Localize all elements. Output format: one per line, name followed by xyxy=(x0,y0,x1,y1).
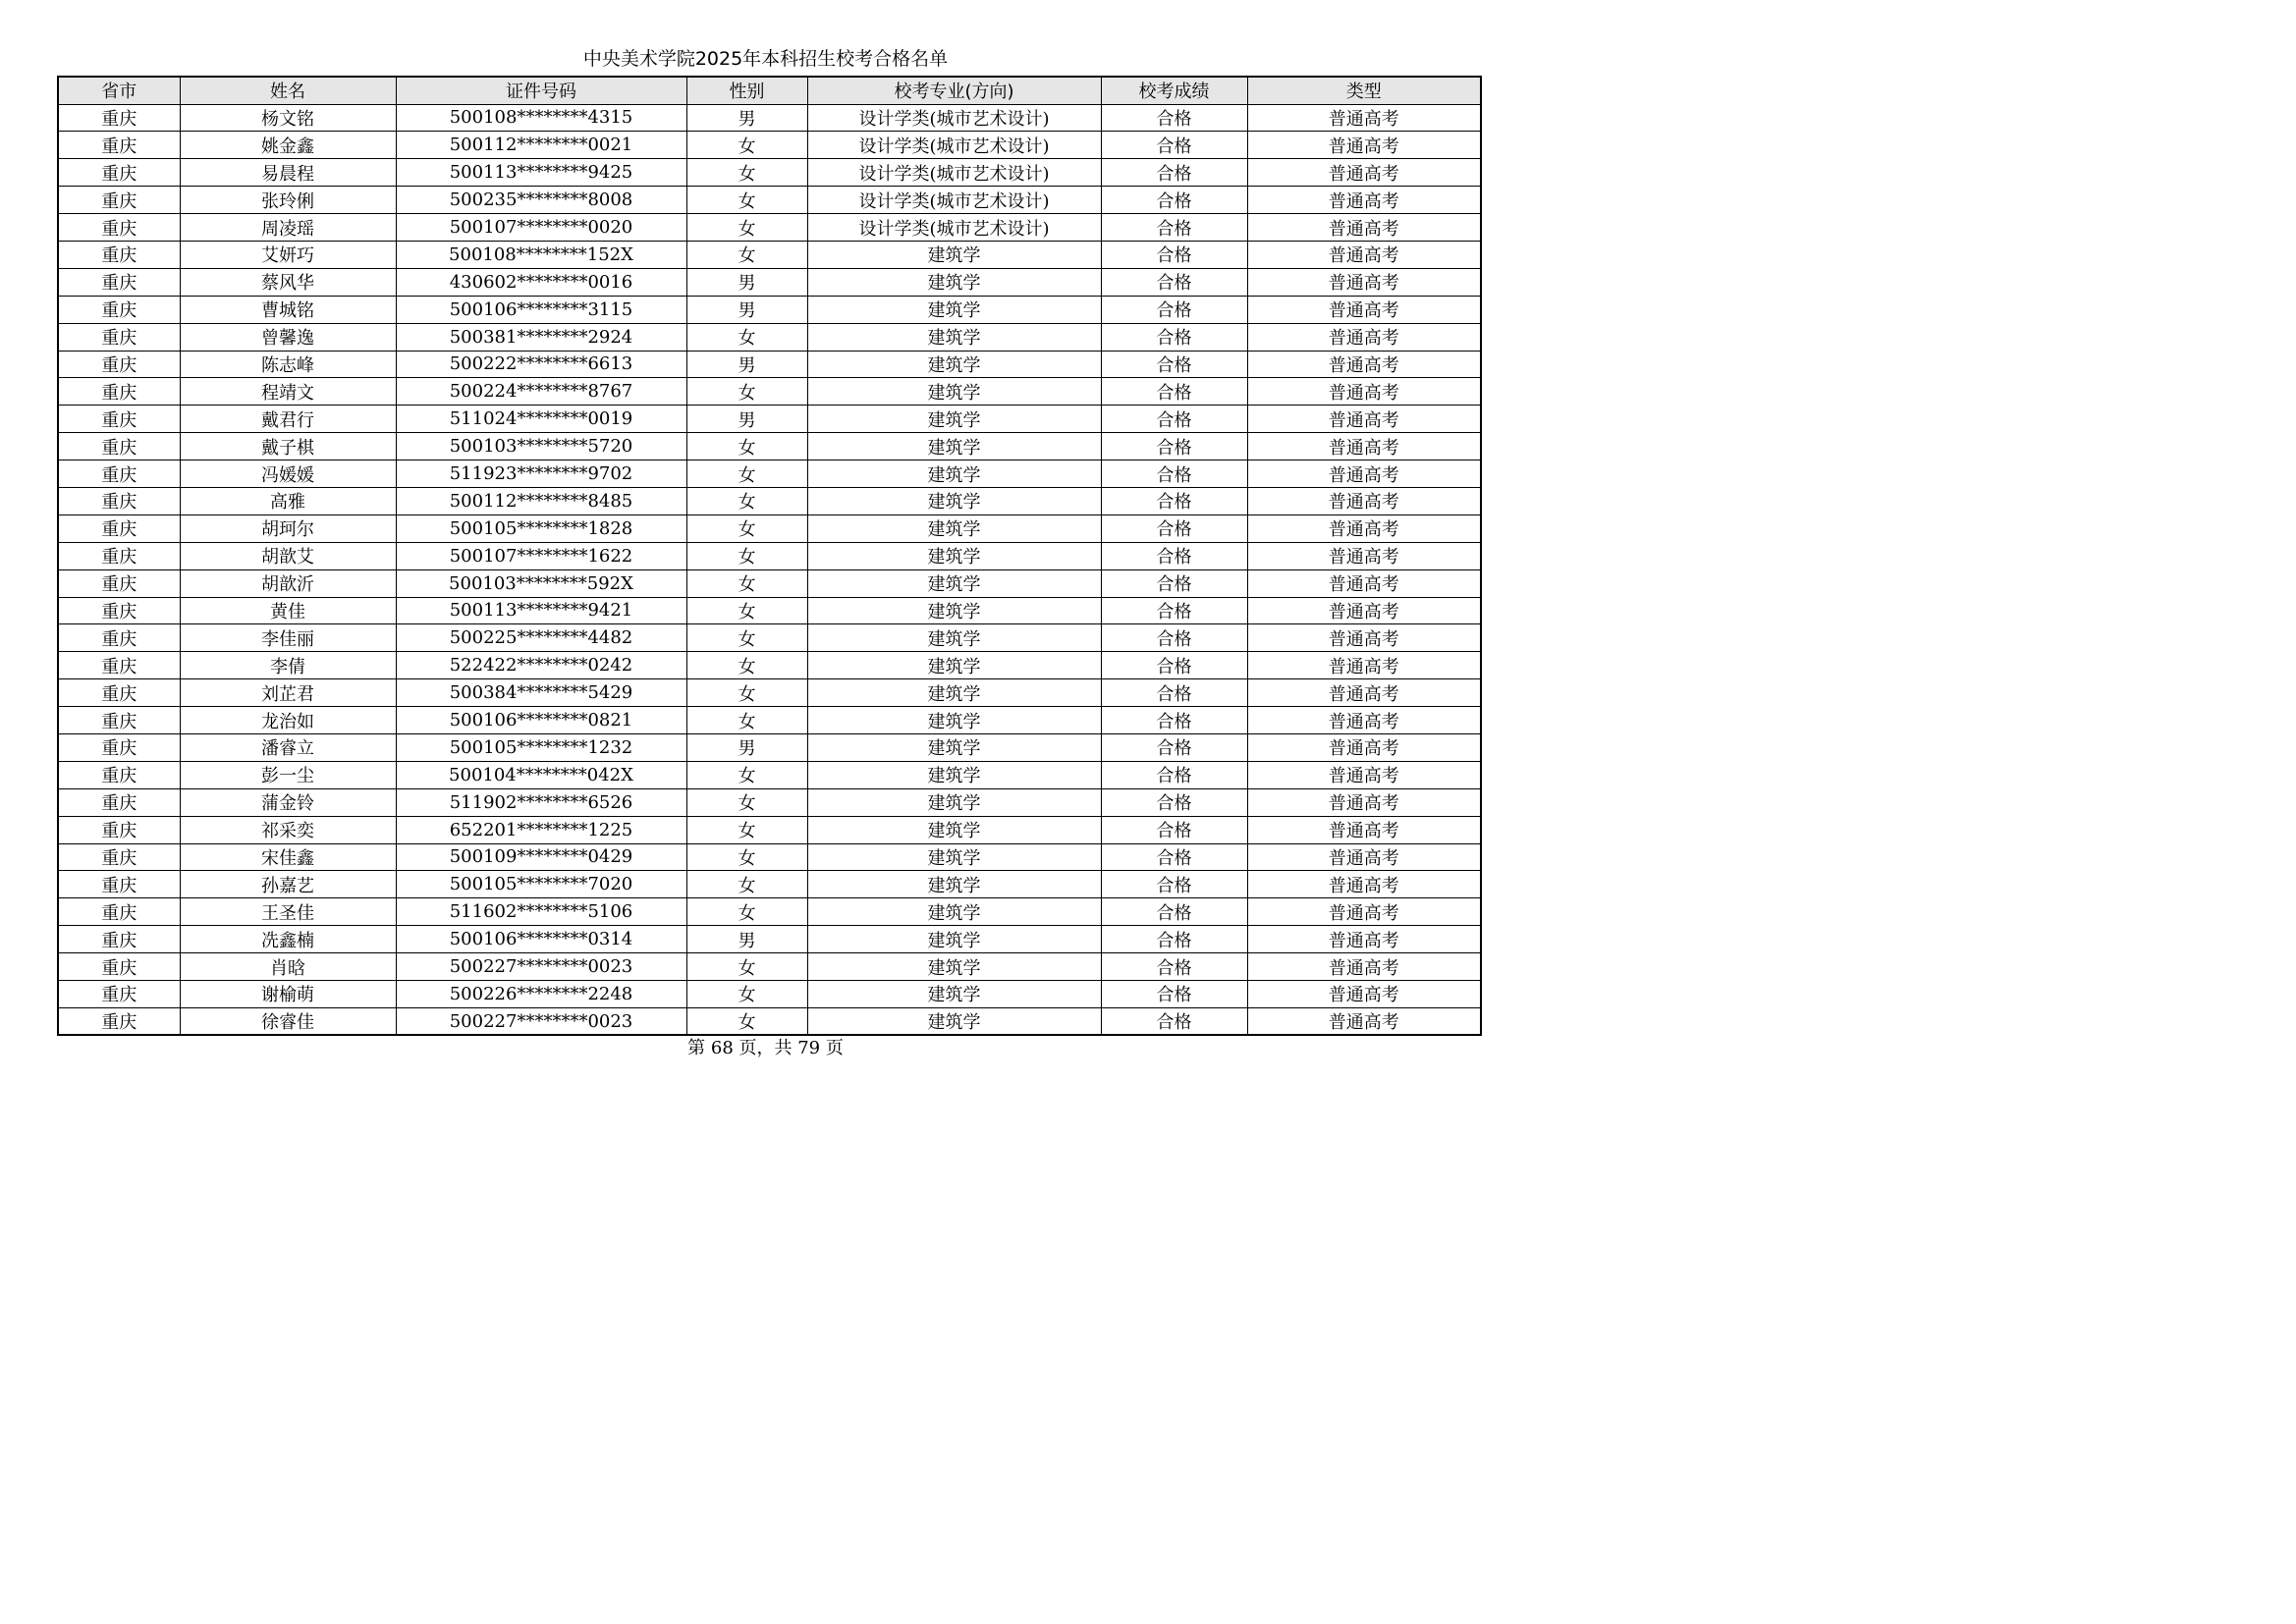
cell-id-number: 500112********8485 xyxy=(396,487,686,514)
cell-major: 建筑学 xyxy=(807,981,1101,1008)
cell-province: 重庆 xyxy=(58,926,180,953)
cell-result: 合格 xyxy=(1101,542,1247,569)
cell-province: 重庆 xyxy=(58,159,180,187)
cell-major: 建筑学 xyxy=(807,406,1101,433)
cell-major: 建筑学 xyxy=(807,433,1101,460)
cell-province: 重庆 xyxy=(58,816,180,843)
cell-major: 设计学类(城市艺术设计) xyxy=(807,104,1101,132)
cell-major: 建筑学 xyxy=(807,296,1101,323)
cell-result: 合格 xyxy=(1101,487,1247,514)
cell-id-number: 511902********6526 xyxy=(396,788,686,816)
cell-result: 合格 xyxy=(1101,433,1247,460)
cell-result: 合格 xyxy=(1101,241,1247,268)
cell-result: 合格 xyxy=(1101,733,1247,761)
table-row xyxy=(58,1007,1481,1035)
cell-id-number: 430602********0016 xyxy=(396,268,686,296)
cell-type: 普通高考 xyxy=(1247,378,1481,406)
cell-name: 姚金鑫 xyxy=(180,132,396,159)
cell-id-number: 500104********042X xyxy=(396,761,686,788)
cell-result: 合格 xyxy=(1101,406,1247,433)
cell-type: 普通高考 xyxy=(1247,871,1481,898)
cell-province: 重庆 xyxy=(58,323,180,351)
cell-major: 建筑学 xyxy=(807,816,1101,843)
cell-province: 重庆 xyxy=(58,268,180,296)
cell-province: 重庆 xyxy=(58,433,180,460)
cell-id-number: 500226********2248 xyxy=(396,981,686,1008)
cell-id-number: 500107********1622 xyxy=(396,542,686,569)
cell-province: 重庆 xyxy=(58,132,180,159)
cell-result: 合格 xyxy=(1101,816,1247,843)
table-row xyxy=(58,406,1481,433)
cell-name: 胡歆沂 xyxy=(180,569,396,597)
cell-type: 普通高考 xyxy=(1247,843,1481,871)
cell-major: 建筑学 xyxy=(807,460,1101,488)
cell-id-number: 511602********5106 xyxy=(396,898,686,926)
cell-name: 高雅 xyxy=(180,487,396,514)
table-row xyxy=(58,214,1481,242)
column-header-province: 省市 xyxy=(58,77,180,104)
cell-type: 普通高考 xyxy=(1247,323,1481,351)
cell-province: 重庆 xyxy=(58,597,180,624)
cell-type: 普通高考 xyxy=(1247,1007,1481,1035)
cell-name: 张玲俐 xyxy=(180,187,396,214)
table-row xyxy=(58,296,1481,323)
column-header-gender: 性别 xyxy=(686,77,807,104)
cell-gender: 女 xyxy=(686,652,807,679)
cell-result: 合格 xyxy=(1101,104,1247,132)
cell-type: 普通高考 xyxy=(1247,268,1481,296)
cell-result: 合格 xyxy=(1101,514,1247,542)
cell-name: 黄佳 xyxy=(180,597,396,624)
cell-id-number: 500224********8767 xyxy=(396,378,686,406)
cell-province: 重庆 xyxy=(58,187,180,214)
cell-major: 建筑学 xyxy=(807,733,1101,761)
cell-id-number: 500107********0020 xyxy=(396,214,686,242)
cell-province: 重庆 xyxy=(58,679,180,707)
cell-name: 祁采奕 xyxy=(180,816,396,843)
cell-province: 重庆 xyxy=(58,296,180,323)
cell-id-number: 500106********3115 xyxy=(396,296,686,323)
cell-id-number: 500112********0021 xyxy=(396,132,686,159)
cell-id-number: 500384********5429 xyxy=(396,679,686,707)
cell-province: 重庆 xyxy=(58,214,180,242)
cell-province: 重庆 xyxy=(58,761,180,788)
cell-id-number: 500106********0821 xyxy=(396,707,686,734)
cell-major: 建筑学 xyxy=(807,268,1101,296)
cell-gender: 女 xyxy=(686,214,807,242)
cell-name: 曾馨逸 xyxy=(180,323,396,351)
cell-major: 建筑学 xyxy=(807,351,1101,378)
cell-type: 普通高考 xyxy=(1247,351,1481,378)
table-row xyxy=(58,733,1481,761)
cell-id-number: 500108********4315 xyxy=(396,104,686,132)
document-title: 中央美术学院2025年本科招生校考合格名单 xyxy=(582,48,949,70)
cell-province: 重庆 xyxy=(58,378,180,406)
column-header-result: 校考成绩 xyxy=(1101,77,1247,104)
cell-name: 肖晗 xyxy=(180,953,396,981)
cell-result: 合格 xyxy=(1101,187,1247,214)
cell-major: 设计学类(城市艺术设计) xyxy=(807,187,1101,214)
cell-major: 设计学类(城市艺术设计) xyxy=(807,132,1101,159)
cell-type: 普通高考 xyxy=(1247,406,1481,433)
cell-id-number: 522422********0242 xyxy=(396,652,686,679)
cell-major: 建筑学 xyxy=(807,953,1101,981)
cell-result: 合格 xyxy=(1101,843,1247,871)
cell-gender: 女 xyxy=(686,788,807,816)
cell-gender: 女 xyxy=(686,816,807,843)
cell-name: 李倩 xyxy=(180,652,396,679)
cell-province: 重庆 xyxy=(58,569,180,597)
cell-gender: 女 xyxy=(686,898,807,926)
column-header-major: 校考专业(方向) xyxy=(807,77,1101,104)
cell-id-number: 500222********6613 xyxy=(396,351,686,378)
cell-gender: 女 xyxy=(686,1007,807,1035)
cell-province: 重庆 xyxy=(58,351,180,378)
cell-province: 重庆 xyxy=(58,981,180,1008)
cell-result: 合格 xyxy=(1101,953,1247,981)
cell-name: 刘芷君 xyxy=(180,679,396,707)
cell-name: 程靖文 xyxy=(180,378,396,406)
cell-name: 杨文铭 xyxy=(180,104,396,132)
cell-id-number: 500109********0429 xyxy=(396,843,686,871)
cell-name: 胡珂尔 xyxy=(180,514,396,542)
cell-gender: 女 xyxy=(686,159,807,187)
cell-type: 普通高考 xyxy=(1247,460,1481,488)
table-row xyxy=(58,816,1481,843)
cell-result: 合格 xyxy=(1101,159,1247,187)
cell-gender: 男 xyxy=(686,351,807,378)
cell-name: 胡歆艾 xyxy=(180,542,396,569)
cell-province: 重庆 xyxy=(58,788,180,816)
cell-gender: 女 xyxy=(686,569,807,597)
cell-major: 建筑学 xyxy=(807,898,1101,926)
cell-major: 建筑学 xyxy=(807,761,1101,788)
cell-gender: 男 xyxy=(686,268,807,296)
cell-gender: 女 xyxy=(686,707,807,734)
table-row xyxy=(58,132,1481,159)
table-row xyxy=(58,981,1481,1008)
cell-gender: 男 xyxy=(686,926,807,953)
cell-id-number: 500105********7020 xyxy=(396,871,686,898)
cell-id-number: 500105********1232 xyxy=(396,733,686,761)
cell-id-number: 500103********5720 xyxy=(396,433,686,460)
cell-gender: 女 xyxy=(686,542,807,569)
cell-name: 陈志峰 xyxy=(180,351,396,378)
cell-major: 建筑学 xyxy=(807,652,1101,679)
cell-province: 重庆 xyxy=(58,460,180,488)
cell-province: 重庆 xyxy=(58,652,180,679)
cell-province: 重庆 xyxy=(58,871,180,898)
cell-province: 重庆 xyxy=(58,104,180,132)
cell-type: 普通高考 xyxy=(1247,214,1481,242)
cell-province: 重庆 xyxy=(58,514,180,542)
cell-id-number: 511024********0019 xyxy=(396,406,686,433)
cell-id-number: 500105********1828 xyxy=(396,514,686,542)
cell-gender: 女 xyxy=(686,679,807,707)
cell-result: 合格 xyxy=(1101,296,1247,323)
cell-id-number: 500108********152X xyxy=(396,241,686,268)
cell-result: 合格 xyxy=(1101,569,1247,597)
cell-result: 合格 xyxy=(1101,378,1247,406)
cell-gender: 女 xyxy=(686,378,807,406)
cell-name: 戴君行 xyxy=(180,406,396,433)
table-row xyxy=(58,926,1481,953)
cell-name: 孙嘉艺 xyxy=(180,871,396,898)
cell-type: 普通高考 xyxy=(1247,597,1481,624)
cell-result: 合格 xyxy=(1101,679,1247,707)
cell-gender: 女 xyxy=(686,597,807,624)
cell-result: 合格 xyxy=(1101,132,1247,159)
column-header-id-number: 证件号码 xyxy=(396,77,686,104)
cell-name: 谢榆萌 xyxy=(180,981,396,1008)
cell-type: 普通高考 xyxy=(1247,569,1481,597)
cell-result: 合格 xyxy=(1101,460,1247,488)
cell-name: 龙治如 xyxy=(180,707,396,734)
cell-type: 普通高考 xyxy=(1247,433,1481,460)
cell-name: 曹城铭 xyxy=(180,296,396,323)
cell-gender: 女 xyxy=(686,871,807,898)
cell-major: 建筑学 xyxy=(807,542,1101,569)
cell-major: 建筑学 xyxy=(807,707,1101,734)
cell-type: 普通高考 xyxy=(1247,707,1481,734)
cell-result: 合格 xyxy=(1101,1007,1247,1035)
cell-type: 普通高考 xyxy=(1247,652,1481,679)
cell-major: 建筑学 xyxy=(807,487,1101,514)
cell-type: 普通高考 xyxy=(1247,542,1481,569)
cell-type: 普通高考 xyxy=(1247,487,1481,514)
cell-name: 冼鑫楠 xyxy=(180,926,396,953)
cell-major: 建筑学 xyxy=(807,679,1101,707)
cell-result: 合格 xyxy=(1101,214,1247,242)
cell-gender: 女 xyxy=(686,953,807,981)
cell-id-number: 652201********1225 xyxy=(396,816,686,843)
table-row xyxy=(58,104,1481,132)
table-row xyxy=(58,487,1481,514)
cell-result: 合格 xyxy=(1101,926,1247,953)
cell-gender: 女 xyxy=(686,187,807,214)
cell-province: 重庆 xyxy=(58,1007,180,1035)
cell-name: 易晨程 xyxy=(180,159,396,187)
cell-major: 建筑学 xyxy=(807,597,1101,624)
cell-name: 彭一尘 xyxy=(180,761,396,788)
cell-name: 李佳丽 xyxy=(180,624,396,652)
cell-type: 普通高考 xyxy=(1247,624,1481,652)
cell-result: 合格 xyxy=(1101,323,1247,351)
cell-result: 合格 xyxy=(1101,981,1247,1008)
table-row xyxy=(58,788,1481,816)
cell-result: 合格 xyxy=(1101,898,1247,926)
cell-result: 合格 xyxy=(1101,788,1247,816)
cell-type: 普通高考 xyxy=(1247,981,1481,1008)
cell-major: 建筑学 xyxy=(807,241,1101,268)
cell-major: 建筑学 xyxy=(807,871,1101,898)
cell-province: 重庆 xyxy=(58,487,180,514)
cell-type: 普通高考 xyxy=(1247,953,1481,981)
cell-major: 建筑学 xyxy=(807,569,1101,597)
cell-id-number: 500106********0314 xyxy=(396,926,686,953)
cell-name: 潘睿立 xyxy=(180,733,396,761)
cell-gender: 女 xyxy=(686,241,807,268)
table-row xyxy=(58,679,1481,707)
cell-major: 建筑学 xyxy=(807,788,1101,816)
cell-type: 普通高考 xyxy=(1247,926,1481,953)
table-row xyxy=(58,652,1481,679)
cell-name: 艾妍巧 xyxy=(180,241,396,268)
cell-type: 普通高考 xyxy=(1247,159,1481,187)
cell-gender: 女 xyxy=(686,514,807,542)
column-header-name: 姓名 xyxy=(180,77,396,104)
cell-province: 重庆 xyxy=(58,843,180,871)
cell-name: 宋佳鑫 xyxy=(180,843,396,871)
cell-type: 普通高考 xyxy=(1247,132,1481,159)
cell-gender: 女 xyxy=(686,460,807,488)
cell-name: 徐睿佳 xyxy=(180,1007,396,1035)
cell-name: 冯媛媛 xyxy=(180,460,396,488)
table-row xyxy=(58,953,1481,981)
cell-type: 普通高考 xyxy=(1247,761,1481,788)
table-header-row xyxy=(58,77,1481,104)
table-row xyxy=(58,871,1481,898)
cell-id-number: 500225********4482 xyxy=(396,624,686,652)
cell-major: 建筑学 xyxy=(807,1007,1101,1035)
cell-result: 合格 xyxy=(1101,761,1247,788)
cell-major: 建筑学 xyxy=(807,378,1101,406)
cell-result: 合格 xyxy=(1101,351,1247,378)
cell-gender: 女 xyxy=(686,981,807,1008)
cell-id-number: 500113********9425 xyxy=(396,159,686,187)
cell-type: 普通高考 xyxy=(1247,241,1481,268)
table-row xyxy=(58,569,1481,597)
cell-type: 普通高考 xyxy=(1247,733,1481,761)
cell-gender: 女 xyxy=(686,433,807,460)
cell-gender: 男 xyxy=(686,406,807,433)
cell-major: 设计学类(城市艺术设计) xyxy=(807,159,1101,187)
cell-province: 重庆 xyxy=(58,953,180,981)
cell-province: 重庆 xyxy=(58,898,180,926)
table-row xyxy=(58,542,1481,569)
cell-major: 设计学类(城市艺术设计) xyxy=(807,214,1101,242)
cell-major: 建筑学 xyxy=(807,323,1101,351)
cell-province: 重庆 xyxy=(58,241,180,268)
cell-province: 重庆 xyxy=(58,624,180,652)
cell-type: 普通高考 xyxy=(1247,898,1481,926)
cell-id-number: 500113********9421 xyxy=(396,597,686,624)
table-row xyxy=(58,323,1481,351)
table-row xyxy=(58,433,1481,460)
table-row xyxy=(58,187,1481,214)
cell-name: 蒲金铃 xyxy=(180,788,396,816)
cell-gender: 女 xyxy=(686,843,807,871)
table-row xyxy=(58,624,1481,652)
cell-type: 普通高考 xyxy=(1247,187,1481,214)
cell-major: 建筑学 xyxy=(807,843,1101,871)
cell-type: 普通高考 xyxy=(1247,816,1481,843)
cell-gender: 女 xyxy=(686,323,807,351)
table-row xyxy=(58,707,1481,734)
cell-province: 重庆 xyxy=(58,733,180,761)
cell-id-number: 500103********592X xyxy=(396,569,686,597)
cell-name: 周凌瑶 xyxy=(180,214,396,242)
column-header-type: 类型 xyxy=(1247,77,1481,104)
cell-major: 建筑学 xyxy=(807,926,1101,953)
table-row xyxy=(58,241,1481,268)
cell-result: 合格 xyxy=(1101,624,1247,652)
cell-result: 合格 xyxy=(1101,871,1247,898)
cell-result: 合格 xyxy=(1101,597,1247,624)
cell-gender: 女 xyxy=(686,487,807,514)
cell-province: 重庆 xyxy=(58,707,180,734)
cell-id-number: 500227********0023 xyxy=(396,953,686,981)
table-row xyxy=(58,351,1481,378)
cell-result: 合格 xyxy=(1101,652,1247,679)
cell-type: 普通高考 xyxy=(1247,104,1481,132)
cell-gender: 男 xyxy=(686,733,807,761)
cell-name: 蔡风华 xyxy=(180,268,396,296)
cell-major: 建筑学 xyxy=(807,624,1101,652)
cell-type: 普通高考 xyxy=(1247,788,1481,816)
cell-gender: 女 xyxy=(686,132,807,159)
table-row xyxy=(58,268,1481,296)
cell-province: 重庆 xyxy=(58,406,180,433)
cell-gender: 男 xyxy=(686,296,807,323)
table-row xyxy=(58,378,1481,406)
cell-gender: 男 xyxy=(686,104,807,132)
cell-type: 普通高考 xyxy=(1247,296,1481,323)
cell-gender: 女 xyxy=(686,624,807,652)
admission-list-table xyxy=(57,76,1482,1036)
table-row xyxy=(58,898,1481,926)
cell-id-number: 500227********0023 xyxy=(396,1007,686,1035)
cell-id-number: 500235********8008 xyxy=(396,187,686,214)
cell-type: 普通高考 xyxy=(1247,514,1481,542)
page-number-footer: 第 68 页，共 79 页 xyxy=(687,1038,844,1058)
cell-province: 重庆 xyxy=(58,542,180,569)
table-row xyxy=(58,514,1481,542)
table-row xyxy=(58,597,1481,624)
cell-id-number: 500381********2924 xyxy=(396,323,686,351)
cell-major: 建筑学 xyxy=(807,514,1101,542)
table-row xyxy=(58,761,1481,788)
table-body xyxy=(58,104,1481,1035)
table-row xyxy=(58,159,1481,187)
table-row xyxy=(58,460,1481,488)
cell-result: 合格 xyxy=(1101,268,1247,296)
cell-type: 普通高考 xyxy=(1247,679,1481,707)
cell-result: 合格 xyxy=(1101,707,1247,734)
cell-id-number: 511923********9702 xyxy=(396,460,686,488)
cell-gender: 女 xyxy=(686,761,807,788)
cell-name: 戴子棋 xyxy=(180,433,396,460)
table-row xyxy=(58,843,1481,871)
cell-name: 王圣佳 xyxy=(180,898,396,926)
